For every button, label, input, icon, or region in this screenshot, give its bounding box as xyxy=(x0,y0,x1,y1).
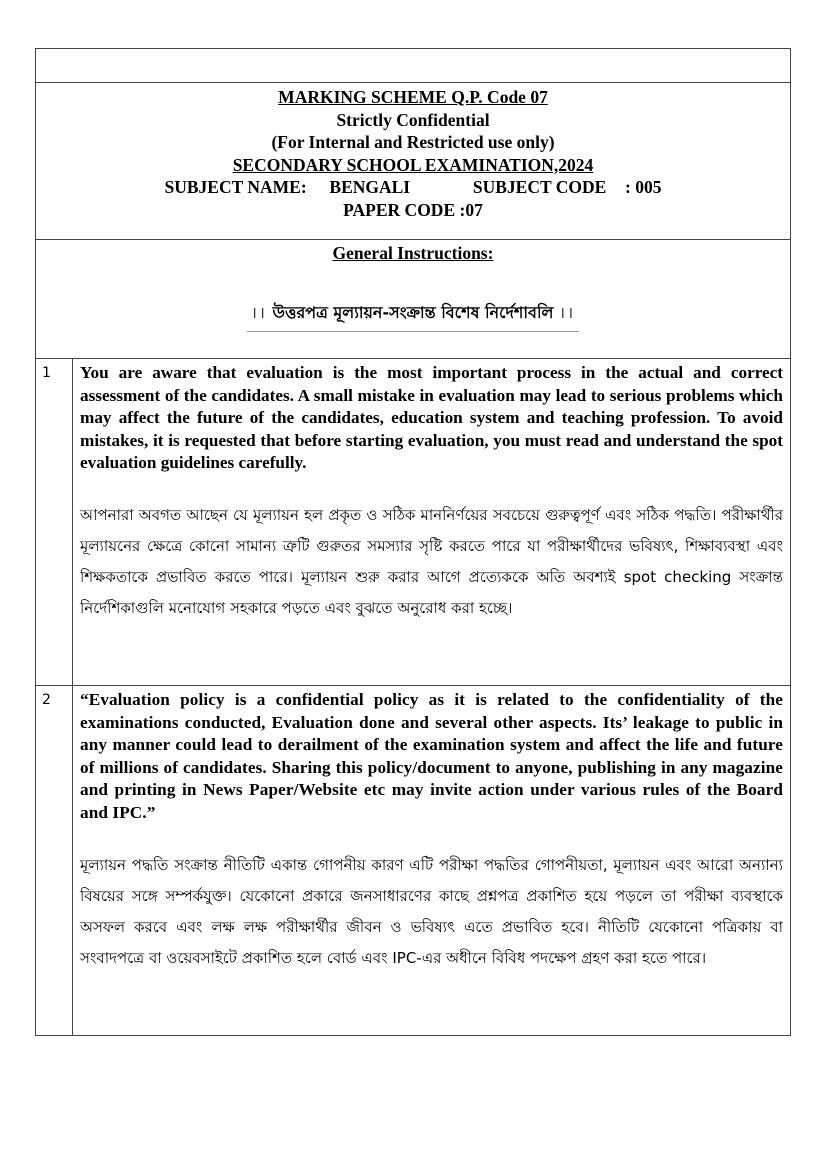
marking-scheme-title: MARKING SCHEME Q.P. Code 07 xyxy=(278,87,548,107)
subject-name-label: SUBJECT NAME: xyxy=(164,177,307,197)
general-instructions-row xyxy=(36,240,790,359)
bengali-instructions-heading xyxy=(247,300,579,332)
subject-code-value: : 005 xyxy=(625,177,662,197)
heading-bars-left: ।। xyxy=(250,303,267,322)
item-content xyxy=(73,686,790,1035)
paper-code: PAPER CODE :07 xyxy=(343,199,483,220)
document-header xyxy=(36,83,790,240)
general-instructions-title: General Instructions: xyxy=(332,243,494,263)
instruction-item xyxy=(36,359,790,686)
bengali-heading-text: উত্তরপত্র মূল্যায়ন-সংক্রান্ত বিশেষ নির্দেশাবলি xyxy=(272,303,554,322)
item-number: 2 xyxy=(36,686,73,1035)
exam-name: SECONDARY SCHOOL EXAMINATION,2024 xyxy=(232,154,594,175)
bengali-instruction: মূল্যায়ন পদ্ধতি সংক্রান্ত নীতিটি একান্ত গোপনীয় কারণ এটি পরীক্ষা পদ্ধতির গোপনীয়তা, মূল্যায়ন এবং আরো অন্যান্য বিষয়ের সঙ্গে সম্পর্কযুক্ত। যেকোনো প্রকারে জনসাধারণের কাছে প্রশ্নপত্র প্রকাশিত হয়ে পড়লে তা পরীক্ষা ব্যবস্থাকে অসফল করবে এবং লক্ষ লক্ষ পরীক্ষার্থীর জীবন ও ভবিষ্যৎ এতে প্রভাবিত হবে। নীতিটি যেকোনো পত্রিকায় বা সংবাদপত্রে বা ওয়েবসাইটে প্রকাশিত হলে বোর্ড এবং IPC-এর অধীনে বিবিধ পদক্ষেপ গ্রহণ করা হতে পারে। xyxy=(80,856,783,967)
subject-name-value: BENGALI xyxy=(329,177,411,197)
item-number: 1 xyxy=(36,359,73,685)
instruction-item xyxy=(36,686,790,1035)
heading-bars-right: ।। xyxy=(559,303,576,322)
bengali-instruction: আপনারা অবগত আছেন যে মূল্যায়ন হল প্রকৃত ও সঠিক মাননির্ণয়ের সবচেয়ে গুরুত্বপূর্ণ এবং সঠিক পদ্ধতি। পরীক্ষার্থীর মূল্যায়নের ক্ষেত্রে কোনো সামান্য ত্রুটি গুরুতর সমস্যার সৃষ্টি করতে পারে যা পরীক্ষার্থীদের ভবিষ্যৎ, শিক্ষাব্যবস্থা এবং শিক্ষকতাকে প্রভাবিত করতে পারে। মূল্যায়ন শুরু করার আগে প্রত্যেককে অতি অবশ্যই spot checking সংক্রান্ত নির্দেশিকাগুলি মনোযোগ সহকারে পড়তে এবং বুঝতে অনুরোধ করা হচ্ছে। xyxy=(80,505,783,617)
subject-code-label: SUBJECT CODE xyxy=(472,177,607,197)
english-instruction: You are aware that evaluation is the most important process in the actual and correct assessment of the candidates. A small mistake in evaluation may lead to serious problems which may affect the future of the candidates, education system and teaching profession. To avoid mistakes, it is requested that before starting evaluation, you must read and understand the spot evaluation guidelines carefully. xyxy=(80,363,783,472)
english-instruction: “Evaluation policy is a confidential policy as it is related to the confidentiality of the examinations conducted, Evaluation done and several other aspects. Its’ leakage to public in any manner could lead to derailment of the examination system and affect the life and future of millions of candidates. Sharing this policy/document to anyone, publishing in any magazine and printing in News Paper/Website etc may invite action under various rules of the Board and IPC.” xyxy=(80,690,783,822)
subject-line xyxy=(36,176,790,199)
confidential-label: Strictly Confidential xyxy=(336,109,490,130)
marking-scheme-sheet xyxy=(35,48,791,1036)
item-content xyxy=(73,359,790,685)
blank-top-row xyxy=(36,49,790,83)
internal-use-note: (For Internal and Restricted use only) xyxy=(271,132,555,152)
